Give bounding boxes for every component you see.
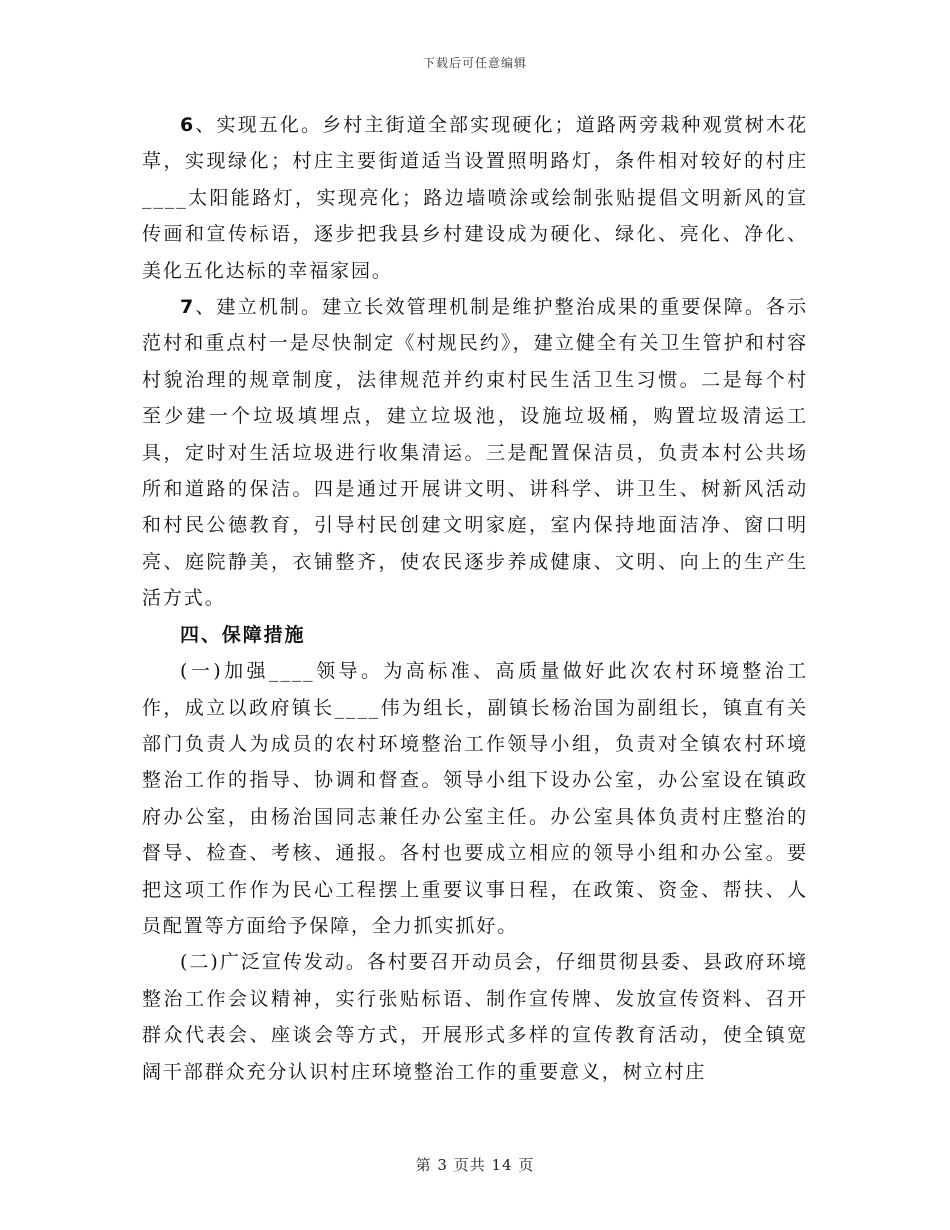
- paragraph-7: [142, 289, 808, 617]
- paragraph-number: 7: [180, 296, 196, 319]
- paragraph-text: 、建立机制。建立长效管理机制是维护整治成果的重要保障。各示范村和重点村一是尽快制定《村规民约》，建立健全有关卫生管护和村容村貌治理的规章制度，法律规范并约束村民生活卫生习惯。二是每个村至少建一个垃圾填埋点，建立垃圾池，设施垃圾桶，购置垃圾清运工具，定时对生活垃圾进行收集清运。三是配置保洁员，负责本村公共场所和道路的保洁。四是通过开展讲文明、讲科学、讲卫生、树新风活动和村民公德教育，引导村民创建文明家庭，室内保持地面洁净、窗口明亮、庭院静美，衣铺整齐，使农民逐步养成健康、文明、向上的生产生活方式。: [142, 296, 808, 610]
- measure-paragraph-2: (二)广泛宣传发动。各村要召开动员会，仔细贯彻县委、县政府环境整治工作会议精神，实行张贴标语、制作宣传牌、发放宣传资料、召开群众代表会、座谈会等方式，开展形式多样的宣传教育活动，使全镇宽阔干部群众充分认识村庄环境整治工作的重要意义，树立村庄: [142, 951, 808, 1083]
- page-header: 下载后可任意编辑: [422, 56, 527, 70]
- page-footer: 第 3 页共 14 页: [415, 1156, 535, 1174]
- measure-paragraph-1: (一)加强____领导。为高标准、高质量做好此次农村环境整治工作，成立以政府镇长____伟为组长，副镇长杨治国为副组长，镇直有关部门负责人为成员的农村环境整治工作领导小组，负责对全镇农村环境整治工作的指导、协调和督查。领导小组下设办公室，办公室设在镇政府办公室，由杨治国同志兼任办公室主任。办公室具体负责村庄整治的督导、检查、考核、通报。各村也要成立相应的领导小组和办公室。要把这项工作作为民心工程摆上重要议事日程，在政策、资金、帮扶、人员配置等方面给予保障，全力抓实抓好。: [142, 660, 808, 937]
- section-heading: 四、保障措施: [180, 623, 306, 646]
- document-body: [142, 107, 808, 1090]
- paragraph-6: [142, 107, 808, 289]
- paragraph-text: 、实现五化。乡村主街道全部实现硬化；道路两旁栽种观赏树木花草，实现绿化；村庄主要街道适当设置照明路灯，条件相对较好的村庄____太阳能路灯，实现亮化；路边墙喷涂或绘制张贴提倡文明新风的宣传画和宣传标语，逐步把我县乡村建设成为硬化、绿化、亮化、净化、美化五化达标的幸福家园。: [142, 114, 808, 282]
- paragraph-number: 6: [180, 114, 196, 136]
